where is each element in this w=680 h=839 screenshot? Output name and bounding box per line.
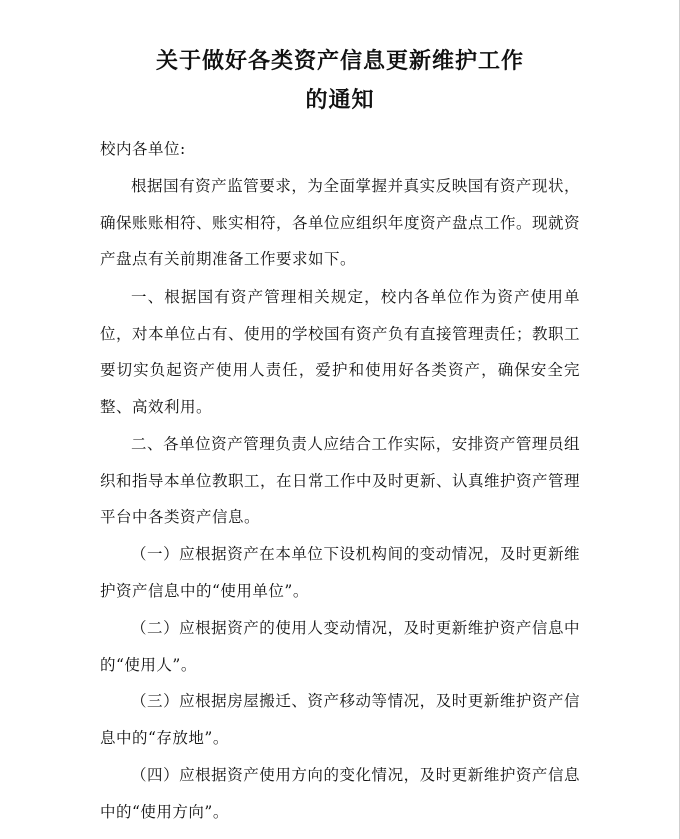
subsection-3-paragraph: （三）应根据房屋搬迁、资产移动等情况，及时更新维护资产信息中的“存放地”。 <box>100 692 580 747</box>
document-title-line-1: 关于做好各类资产信息更新维护工作 <box>155 48 524 74</box>
subsection-2-paragraph: （二）应根据资产的使用人变动情况，及时更新维护资产信息中的“使用人”。 <box>100 619 580 674</box>
salutation: 校内各单位: <box>100 140 186 158</box>
document-title-line-2: 的通知 <box>305 87 375 113</box>
subsection-4-paragraph: （四）应根据资产使用方向的变化情况，及时更新维护资产信息中的“使用方向”。 <box>100 766 580 821</box>
section-2-paragraph: 二、各单位资产管理负责人应结合工作实际，安排资产管理员组织和指导本单位教职工，在日常工作中及时更新、认真维护资产管理平台中各类资产信息。 <box>100 435 581 526</box>
intro-paragraph: 根据国有资产监管要求，为全面掌握并真实反映国有资产现状，确保账账相符、账实相符，各单位应组织年度资产盘点工作。现就资产盘点有关前期准备工作要求如下。 <box>100 177 581 268</box>
subsection-1-paragraph: （一）应根据资产在本单位下设机构间的变动情况，及时更新维护资产信息中的“使用单位”。 <box>100 545 580 600</box>
section-1-paragraph: 一、根据国有资产管理相关规定，校内各单位作为资产使用单位，对本单位占有、使用的学校国有资产负有直接管理责任；教职工要切实负起资产使用人责任，爱护和使用好各类资产，确保安全完整、高效利用。 <box>100 288 581 416</box>
